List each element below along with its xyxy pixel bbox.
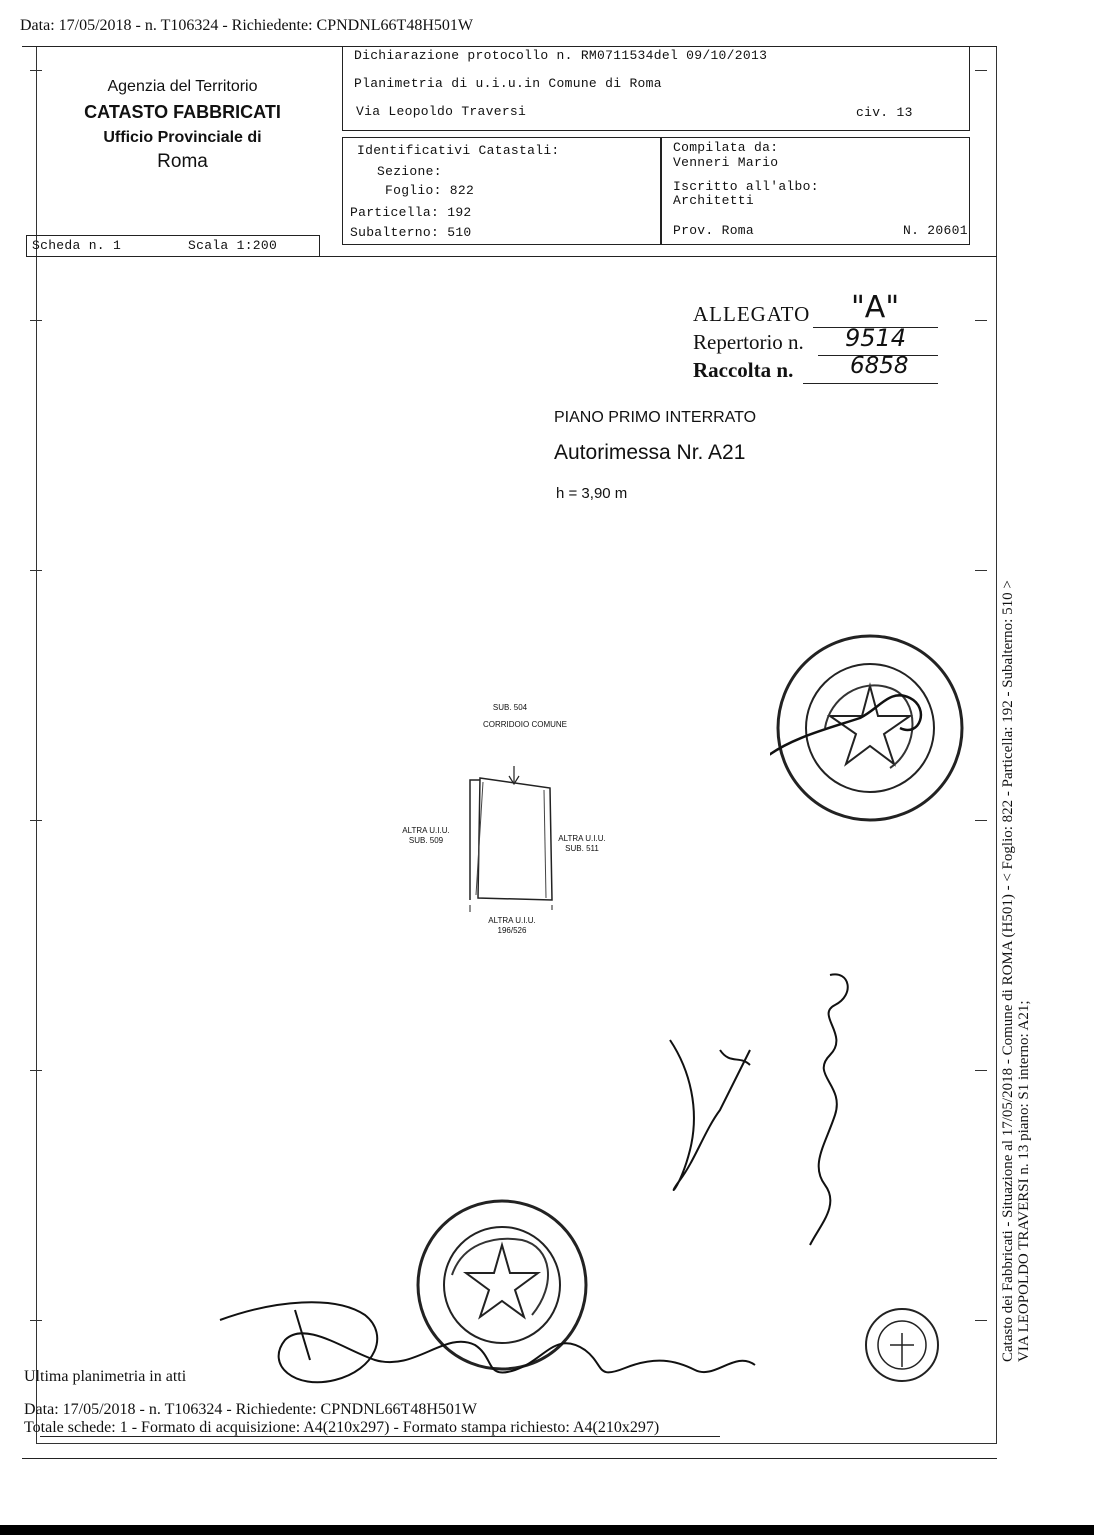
repertorio-label: Repertorio n. xyxy=(693,330,804,354)
footer-totale: Totale schede: 1 - Formato di acquisizione: A4(210x297) - Formato stampa richiesto: A4(210x297) xyxy=(24,1419,660,1436)
tick-mark xyxy=(30,820,42,821)
bottom-unit-line1: ALTRA U.I.U. xyxy=(488,916,536,925)
right-unit-line2: SUB. 511 xyxy=(565,844,599,853)
sezione: Sezione: xyxy=(377,164,442,179)
subalterno: Subalterno: 510 xyxy=(350,225,472,240)
agency-block xyxy=(50,78,315,173)
protocol-line: Dichiarazione protocollo n. RM0711534del 09/10/2013 xyxy=(354,48,768,63)
catasto-title: CATASTO FABBRICATI xyxy=(84,102,281,122)
tick-mark xyxy=(975,70,987,71)
scale-label: Scala 1:200 xyxy=(188,238,278,253)
document-header: Data: 17/05/2018 - n. T106324 - Richiedente: CPNDNL66T48H501W xyxy=(20,17,473,34)
right-unit-label xyxy=(552,834,612,854)
allegato-label: ALLEGATO xyxy=(693,302,811,326)
left-unit-label xyxy=(396,826,456,846)
tick-mark xyxy=(30,70,42,71)
tick-mark xyxy=(975,1070,987,1071)
left-unit-line1: ALTRA U.I.U. xyxy=(402,826,450,835)
tick-mark xyxy=(975,820,987,821)
footer-ultima: Ultima planimetria in atti xyxy=(24,1368,187,1385)
raccolta-label: Raccolta n. xyxy=(693,358,794,382)
allegato-row xyxy=(693,290,953,328)
compiler-registration-number: N. 20601 xyxy=(903,223,968,238)
albo-value: Architetti xyxy=(673,193,755,208)
tick-mark xyxy=(30,1320,42,1321)
allegato-value: "A" xyxy=(851,290,900,325)
compiler-province: Prov. Roma xyxy=(673,223,755,238)
address: Via Leopoldo Traversi xyxy=(356,104,527,119)
signature-bottom xyxy=(215,1290,775,1400)
bottom-unit-line2: 196/526 xyxy=(497,926,527,935)
footer-rule xyxy=(22,1458,997,1459)
footer-underline xyxy=(40,1436,720,1437)
notary-seal-right xyxy=(770,628,970,828)
tick-mark xyxy=(30,1070,42,1071)
tick-mark xyxy=(30,570,42,571)
underline xyxy=(803,383,938,384)
repertorio-value: 9514 xyxy=(845,324,907,352)
side-caption-line2: VIA LEOPOLDO TRAVERSI n. 13 piano: S1 interno: A21; xyxy=(1016,1000,1032,1362)
signature-right xyxy=(790,965,870,1255)
floor-title: PIANO PRIMO INTERRATO xyxy=(554,409,757,426)
compiler-label: Compilata da: xyxy=(673,140,779,155)
right-unit-line1: ALTRA U.I.U. xyxy=(558,834,606,843)
raccolta-value: 6858 xyxy=(850,353,909,379)
civic-number: civ. 13 xyxy=(856,105,913,120)
unit-title: Autorimessa Nr. A21 xyxy=(554,441,746,464)
height-label: h = 3,90 m xyxy=(556,485,628,502)
side-caption-line1: Catasto dei Fabbricati - Situazione al 17/05/2018 - Comune di ROMA (H501) - < Foglio: 822 - Particella: 192 - Subalterno: 510 > xyxy=(1000,580,1016,1362)
agency-name: Agenzia del Territorio xyxy=(107,78,258,95)
repertorio-row xyxy=(693,324,953,356)
compiler-name: Venneri Mario xyxy=(673,155,779,170)
office-city: Roma xyxy=(157,151,208,172)
identifiers-divider xyxy=(660,137,662,245)
foglio: Foglio: 822 xyxy=(385,183,475,198)
left-unit-line2: SUB. 509 xyxy=(408,836,444,845)
particella: Particella: 192 xyxy=(350,205,472,220)
corridor-sub: SUB. 504 xyxy=(492,703,528,712)
circle-stamp xyxy=(862,1305,942,1385)
raccolta-row xyxy=(693,353,953,384)
plan-title: Planimetria di u.i.u.in Comune di Roma xyxy=(354,76,662,91)
identifiers-title: Identificativi Catastali: xyxy=(357,143,560,158)
tick-mark xyxy=(975,570,987,571)
tick-mark xyxy=(975,320,987,321)
corridor-label: CORRIDOIO COMUNE xyxy=(483,720,567,729)
page-bottom-bar xyxy=(0,1525,1094,1535)
scheda-label: Scheda n. 1 xyxy=(32,238,122,253)
footer-data: Data: 17/05/2018 - n. T106324 - Richiedente: CPNDNL66T48H501W xyxy=(24,1401,477,1418)
allegato-stamp xyxy=(693,290,953,384)
bottom-unit-label xyxy=(482,916,542,936)
albo-label: Iscritto all'albo: xyxy=(673,179,819,194)
signature-middle xyxy=(660,1030,760,1220)
tick-mark xyxy=(975,1320,987,1321)
tick-mark xyxy=(30,320,42,321)
office-label: Ufficio Provinciale di xyxy=(103,129,262,146)
side-caption xyxy=(1000,432,1050,1362)
